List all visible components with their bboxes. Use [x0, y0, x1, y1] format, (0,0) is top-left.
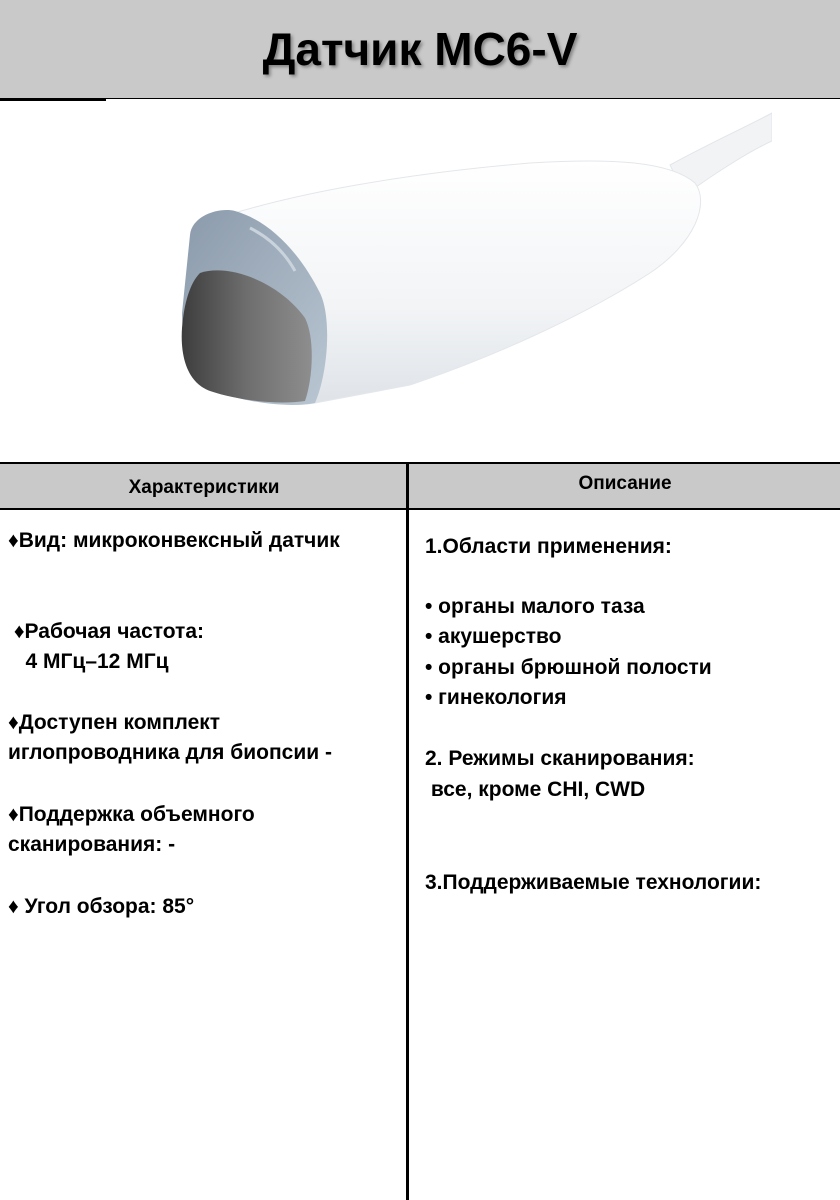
title-divider-thin: [106, 98, 840, 99]
modes-title: 2. Режимы сканирования:: [425, 747, 695, 770]
spec-frequency: ♦Рабочая частота: 4 МГц–12 МГц: [13, 620, 205, 673]
modes-value: все, кроме CHI, CWD: [425, 778, 646, 801]
application-item: • акушерство: [425, 625, 562, 648]
page-title: Датчик MC6-V: [262, 23, 578, 75]
spec-view-angle: ♦ Угол обзора: 85°: [8, 895, 195, 918]
technologies-title: 3.Поддерживаемые технологии:: [425, 871, 762, 894]
application-item: • органы брюшной полости: [425, 656, 712, 679]
probe-image: [110, 103, 772, 458]
title-divider: [0, 98, 106, 101]
table-header: [0, 462, 840, 510]
spec-type: ♦Вид: микроконвексный датчик: [8, 529, 340, 552]
spec-volume-scan: ♦Поддержка объемного сканирования: -: [8, 803, 255, 856]
column-header-characteristics: Характеристики: [128, 477, 280, 498]
column-divider: [406, 462, 409, 1200]
application-item: • гинекология: [425, 686, 567, 709]
spec-biopsy-kit: ♦Доступен комплект иглопроводника для биопсии -: [8, 711, 332, 764]
applications-title: 1.Области применения:: [425, 535, 672, 558]
ultrasound-probe-icon: [110, 103, 772, 458]
column-header-description: Описание: [578, 473, 672, 494]
application-item: • органы малого таза: [425, 595, 645, 618]
